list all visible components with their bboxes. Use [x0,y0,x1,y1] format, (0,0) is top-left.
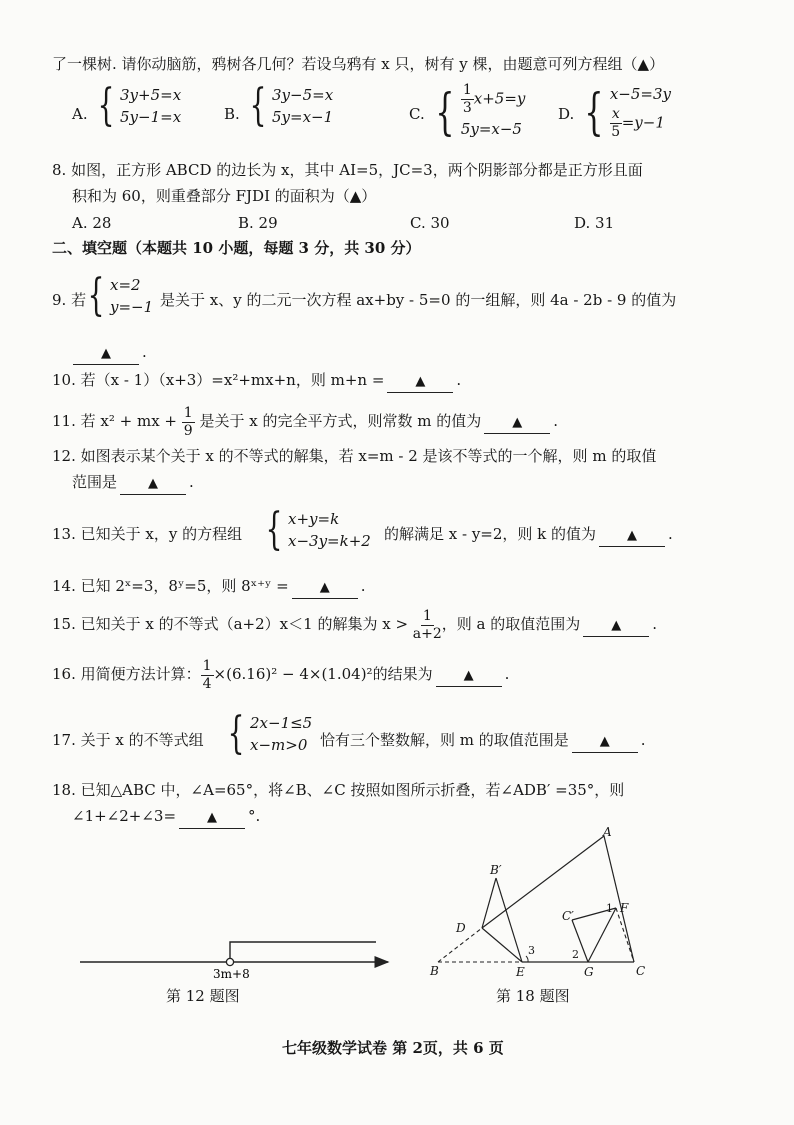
q16: 16. 用简便方法计算： $\frac{1}{4}$ ×(6.16)² − 4×(1.04)²的结果为 ▲ . [52,657,510,692]
label-c: C [636,964,646,978]
q15-pre: 15. 已知关于 x 的不等式（a+2）x＜1 的解集为 x > [52,615,409,633]
q8-option-d: D. 31 [574,214,615,232]
section-heading: 二、填空题（本题共 10 小题，每题 3 分，共 30 分） [52,239,421,257]
fold-line-de [482,928,522,962]
q15: 15. 已知关于 x 的不等式（a+2）x＜1 的解集为 x > $\frac{1}{a+2}$ ，则 a 的取值范围为 ▲ . [52,607,658,642]
brace-symbol: { [97,80,115,131]
answer-triangle: ▲ [319,580,330,595]
q9-eq2: y=−1 [110,298,154,316]
label-b: B [430,964,439,978]
side-ab-upper [482,836,604,928]
q7-d-eq2: $\frac{x}{5}$ =y−1 [611,106,665,140]
label-f: F [620,901,629,915]
label-angle-2: 2 [572,948,579,961]
q12-line1: 12. 如图表示某个关于 x 的不等式的解集，若 x=m - 2 是该不等式的一个解，则 m 的取值 [52,447,657,465]
q8-option-b: B. 29 [238,214,278,232]
q7-b-eq2: 5y=x−1 [272,108,334,126]
brace-symbol: { [584,82,604,141]
answer-blank[interactable] [73,342,139,365]
q18-line2: ∠1+∠2+∠3= ▲ °. [72,806,260,829]
q7-a-eq1: 3y+5=x [120,86,182,104]
q7-option-c-label: C. [409,105,425,123]
solution-range-bracket [230,942,376,962]
q7-options [72,80,762,150]
segment-b-prime-e [496,878,522,962]
answer-triangle: ▲ [101,346,111,361]
q7-a-eq2: 5y−1=x [120,108,182,126]
answer-blank[interactable] [599,524,665,547]
q12-line2: 范围是 ▲ . [72,472,194,495]
q7-c-eq2: 5y=x−5 [460,120,522,138]
q11: 11. 若 x² + mx + $\frac{1}{9}$ 是关于 x 的完全平方式，则常数 m 的值为 ▲ . [52,404,559,439]
brace-symbol: { [87,270,105,321]
q17-post: 恰有三个整数解，则 m 的取值范围是 ▲ . [320,730,646,753]
label-c-prime: C′ [562,909,574,923]
answer-blank[interactable] [436,664,502,687]
brace-symbol: { [249,80,267,131]
q17-eq2: x−m>0 [250,736,308,754]
point-label-3m8: 3m+8 [213,967,250,981]
q8-option-c: C. 30 [410,214,450,232]
label-b-prime: B′ [490,863,502,877]
q13-pre: 13. 已知关于 x，y 的方程组 [52,525,243,543]
fold-line-fg [588,908,616,962]
q17-eq1: 2x−1≤5 [250,714,313,732]
q7-stem: 了一棵树. 请你动脑筋，鸦树各几何？若设乌鸦有 x 只，树有 y 棵，由题意可列方程组（▲） [52,55,665,73]
answer-triangle: ▲ [611,618,622,633]
q14-text: 14. 已知 2ˣ=3，8ʸ=5，则 8ˣ⁺ʸ = [52,577,289,595]
side-ac-upper [604,836,634,962]
answer-triangle: ▲ [512,415,523,430]
answer-blank[interactable] [387,370,453,393]
q10-text: 10. 若（x - 1）（x+3）=x²+mx+n，则 m+n = [52,371,385,389]
q17-pre: 17. 关于 x 的不等式组 [52,731,204,749]
answer-triangle: ▲ [599,734,610,749]
answer-blank[interactable] [572,730,638,753]
brace-symbol: { [227,708,245,759]
figure-12-caption: 第 12 题图 [166,987,240,1005]
q16-expr: ×(6.16)² − 4×(1.04)² [213,665,373,683]
page-footer: 七年级数学试卷 第 2页，共 6 页 [282,1039,504,1057]
q13-post: 的解满足 x - y=2，则 k 的值为 ▲ . [384,524,673,547]
label-e: E [516,965,525,979]
q15-post: ，则 a 的取值范围为 [441,615,581,633]
answer-triangle: ▲ [207,810,218,825]
q7-b-eq1: 3y−5=x [272,86,334,104]
open-point-marker [226,958,233,965]
q16-pre: 16. 用简便方法计算： [52,665,201,683]
brace-symbol: { [265,504,283,555]
label-d: D [456,921,466,935]
answer-blank[interactable] [292,576,358,599]
figure-18-triangle [422,824,662,990]
brace-symbol: { [435,82,455,141]
answer-blank[interactable] [120,472,186,495]
answer-blank[interactable] [179,806,245,829]
q7-option-d-label: D. [558,105,575,123]
q8-option-a: A. 28 [72,214,112,232]
answer-blank[interactable] [583,614,649,637]
q15-fraction: $\frac{1}{a+2}$ [412,607,442,642]
answer-triangle: ▲ [415,374,426,389]
side-fc-dashed [616,908,634,962]
q14: 14. 已知 2ˣ=3，8ʸ=5，则 8ˣ⁺ʸ = ▲ . [52,576,365,599]
q10: 10. 若（x - 1）（x+3）=x²+mx+n，则 m+n = ▲ . [52,370,461,393]
q7-d-eq1: x−5=3y [609,85,671,103]
label-angle-1: 1 [606,902,613,915]
q8-line1: 8. 如图，正方形 ABCD 的边长为 x，其中 AI=5，JC=3，两个阴影部分都是正方形且面 [52,161,643,179]
q13-eq2: x−3y=k+2 [288,532,371,550]
answer-triangle: ▲ [627,528,638,543]
q11-post: 是关于 x 的完全平方式，则常数 m 的值为 [199,412,482,430]
q11-pre: 11. 若 x² + mx + [52,412,177,430]
label-angle-3: 3 [528,944,535,957]
q9-eq1: x=2 [110,276,141,294]
q7-option-b-label: B. [224,105,240,123]
label-a: A [603,825,612,839]
q16-post: 的结果为 [372,665,433,683]
answer-blank[interactable] [484,411,550,434]
answer-triangle: ▲ [463,668,474,683]
label-g: G [584,965,594,979]
figure-18-caption: 第 18 题图 [496,987,570,1005]
q9-answer: ▲ . [70,342,147,365]
q9-number: 9. 若 [52,291,87,309]
q11-fraction: $\frac{1}{9}$ [183,404,193,439]
q7-option-a-label: A. [72,105,88,123]
segment-db-prime [482,878,496,928]
q13-eq1: x+y=k [288,510,340,528]
q7-c-eq1: $\frac{1}{3}$ x+5=y [462,82,526,116]
q16-fraction: $\frac{1}{4}$ [202,657,212,692]
answer-triangle: ▲ [148,476,159,491]
q8-line2: 积和为 60，则重叠部分 FJDI 的面积为（▲） [72,187,377,205]
q18-line1: 18. 已知△ABC 中，∠A=65°，将∠B、∠C 按照如图所示折叠，若∠ADB′ =35°，则 [52,781,625,799]
q9-text: 是关于 x、y 的二元一次方程 ax+by - 5=0 的一组解，则 4a - 2b - 9 的值为 [160,291,677,309]
